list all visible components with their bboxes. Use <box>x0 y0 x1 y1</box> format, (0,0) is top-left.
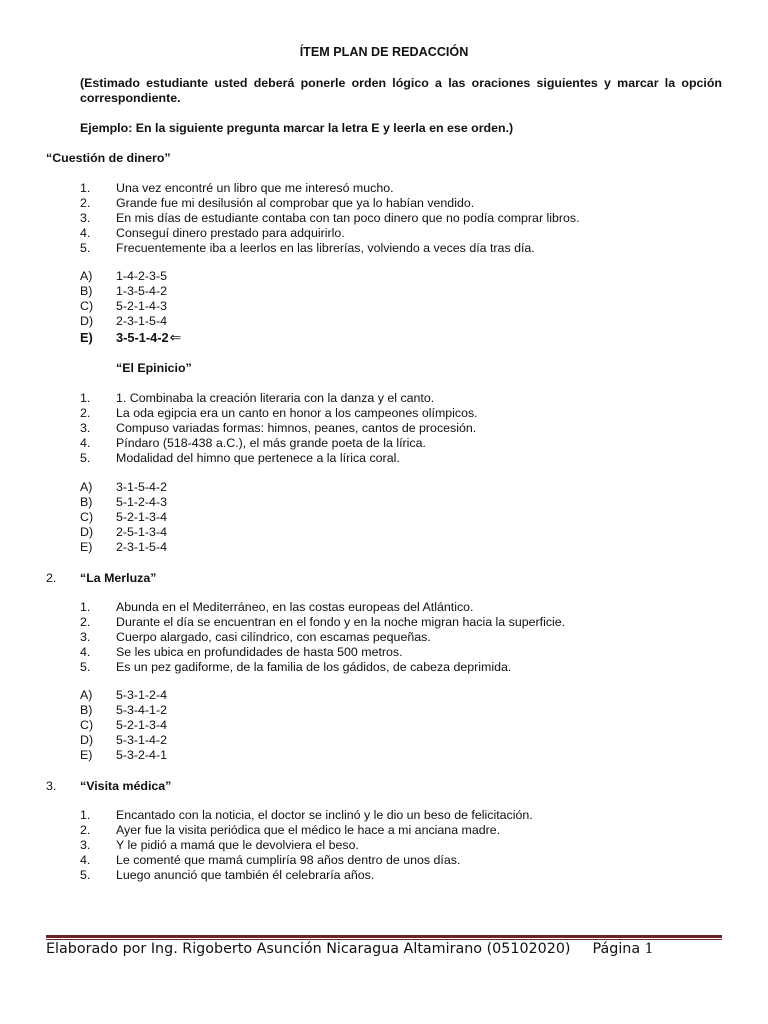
answer-option[interactable]: B) 1-3-5-4-2 <box>80 284 167 298</box>
answer-options <box>80 480 167 555</box>
list-item: 5. Es un pez gadiforme, de la familia de los gádidos, de cabeza deprimida. <box>80 660 512 674</box>
answer-option[interactable]: E) 5-3-2-4-1 <box>80 748 167 762</box>
list-item: 2. La oda egipcia era un canto en honor a los campeones olímpicos. <box>80 406 478 420</box>
footer-rule-thin <box>46 939 722 940</box>
list-item: 3. Compuso variadas formas: himnos, peanes, cantos de procesión. <box>80 421 477 435</box>
list-item: 2. Ayer fue la visita periódica que el médico le hace a mi anciana madre. <box>80 823 501 837</box>
sentence-list <box>80 600 565 675</box>
list-item: 3. Y le pidió a mamá que le devolviera el beso. <box>80 838 359 852</box>
list-item: 4. Le comenté que mamá cumpliría 98 años dentro de unos días. <box>80 853 461 867</box>
answer-options <box>80 688 167 763</box>
page-footer <box>46 942 654 957</box>
answer-option[interactable]: A) 1-4-2-3-5 <box>80 269 167 283</box>
answer-option[interactable]: B) 5-3-4-1-2 <box>80 703 167 717</box>
answer-option[interactable]: C) 5-2-1-3-4 <box>80 718 167 732</box>
answer-option[interactable]: D) 2-3-1-5-4 <box>80 314 167 328</box>
sentence-list <box>80 391 478 466</box>
section-heading: “El Epinicio” <box>116 361 192 375</box>
list-item: 5. Frecuentemente iba a leerlos en las librerías, volviendo a veces día tras día. <box>80 241 535 255</box>
page-label: Página <box>592 941 641 957</box>
document-title: ÍTEM PLAN DE REDACCIÓN <box>299 45 469 59</box>
answer-option[interactable]: E) 2-3-1-5-4 <box>80 540 167 554</box>
answer-option[interactable]: C) 5-2-1-3-4 <box>80 510 167 524</box>
list-item: 3. En mis días de estudiante contaba con tan poco dinero que no podía comprar libros. <box>80 211 580 225</box>
example-note: Ejemplo: En la siguiente pregunta marcar la letra E y leerla en ese orden.) <box>80 121 514 135</box>
answer-option[interactable]: A) 5-3-1-2-4 <box>80 688 167 702</box>
list-item: 1. Encantado con la noticia, el doctor se inclinó y le dio un beso de felicitación. <box>80 808 533 822</box>
list-item: 2. Durante el día se encuentran en el fondo y en la noche migran hacia la superficie. <box>80 615 566 629</box>
answer-options <box>80 269 181 346</box>
list-item: 4. Conseguí dinero prestado para adquirirlo. <box>80 226 345 240</box>
answer-option[interactable]: A) 3-1-5-4-2 <box>80 480 167 494</box>
answer-option[interactable]: D) 2-5-1-3-4 <box>80 525 167 539</box>
list-item: 4. Píndaro (518-438 a.C.), el más grande poeta de la lírica. <box>80 436 426 450</box>
list-item: 4. Se les ubica en profundidades de hasta 500 metros. <box>80 645 403 659</box>
question-number: 3. <box>46 779 57 793</box>
sentence-list <box>80 181 580 256</box>
section-heading: “Cuestión de dinero” <box>46 151 171 165</box>
list-item: 1. 1. Combinaba la creación literaria con la danza y el canto. <box>80 391 435 405</box>
section-heading: “La Merluza” <box>80 571 157 585</box>
list-item: 1. Una vez encontré un libro que me interesó mucho. <box>80 181 394 195</box>
list-item: 1. Abunda en el Mediterráneo, en las costas europeas del Atlántico. <box>80 600 474 614</box>
answer-option[interactable]: B) 5-1-2-4-3 <box>80 495 167 509</box>
footer-author: Elaborado por Ing. Rigoberto Asunción Nicaragua Altamirano (05102020) <box>46 941 571 957</box>
sentence-list <box>80 808 533 883</box>
question-number: 2. <box>46 571 57 585</box>
list-item: 3. Cuerpo alargado, casi cilíndrico, con escamas pequeñas. <box>80 630 431 644</box>
section-heading: “Visita médica” <box>80 779 172 793</box>
left-arrow-icon: ⇐ <box>169 329 182 345</box>
answer-option[interactable]: C) 5-2-1-4-3 <box>80 299 167 313</box>
answer-option-selected[interactable]: E) 3-5-1-4-2⇐ <box>80 329 182 345</box>
list-item: 2. Grande fue mi desilusión al comprobar que ya lo habían vendido. <box>80 196 475 210</box>
instructions: (Estimado estudiante usted deberá ponerle orden lógico a las oraciones siguientes y marcar la opción correspondiente. <box>80 76 722 105</box>
footer-rule <box>46 935 722 938</box>
page-number: 1 <box>644 941 654 957</box>
answer-option[interactable]: D) 5-3-1-4-2 <box>80 733 167 747</box>
list-item: 5. Modalidad del himno que pertenece a la lírica coral. <box>80 451 400 465</box>
list-item: 5. Luego anunció que también él celebraría años. <box>80 868 375 882</box>
